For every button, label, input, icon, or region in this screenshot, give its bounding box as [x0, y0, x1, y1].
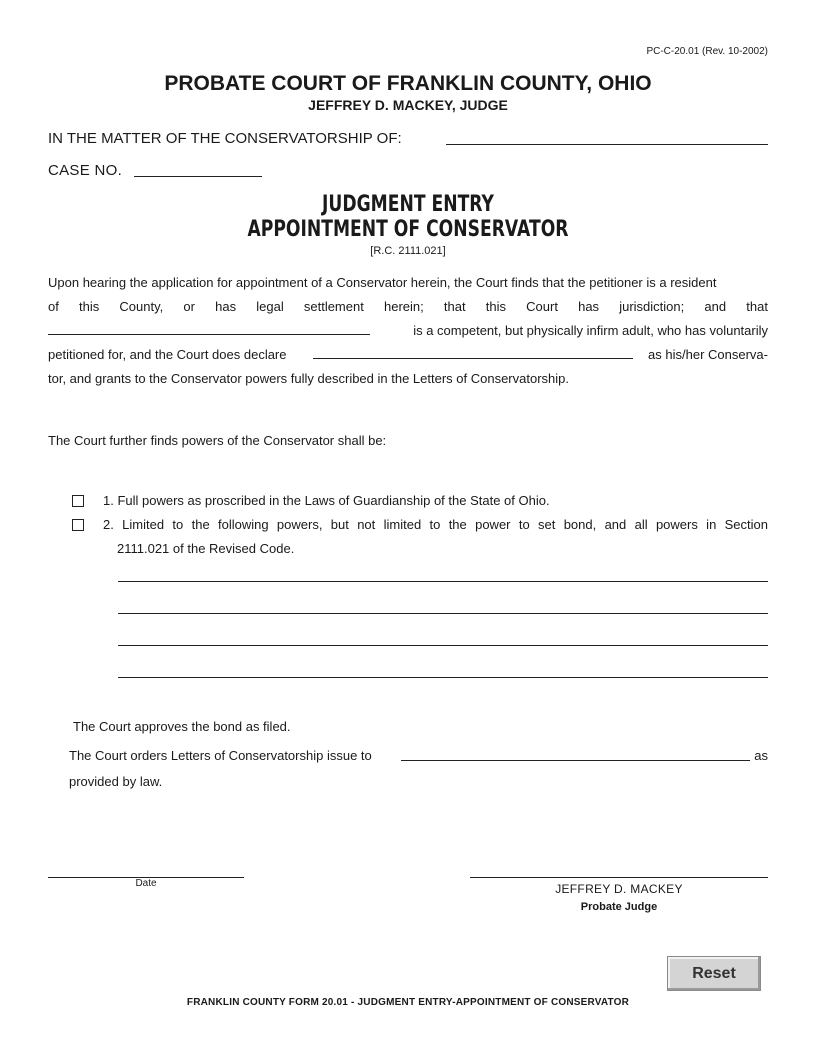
conservatee-name-field[interactable] [446, 144, 768, 145]
court-title: PROBATE COURT OF FRANKLIN COUNTY, OHIO [164, 72, 652, 95]
judge-title: Probate Judge [580, 901, 658, 913]
case-number-field[interactable] [134, 176, 262, 177]
findings-line5: tor, and grants to the Conservator powers fully described in the Letters of Conservatorship. [48, 371, 569, 386]
findings-word: has [215, 299, 237, 314]
document-title-line1: JUDGMENT ENTRY [322, 192, 494, 217]
document-title-line2: APPOINTMENT OF CONSERVATOR [247, 217, 569, 242]
full-powers-label: 1. Full powers as proscribed in the Laws of Guardianship of the State of Ohio. [103, 493, 550, 508]
letters-order-as: as [754, 748, 768, 763]
limited-powers-line[interactable] [118, 581, 768, 582]
findings-word: Court [526, 299, 558, 314]
reset-button[interactable]: Reset [667, 956, 761, 991]
findings-line1: Upon hearing the application for appointment of a Conservator herein, the Court finds that the petitioner is a resident [48, 275, 717, 290]
findings-word: this [485, 299, 506, 314]
findings-word: that [443, 299, 466, 314]
letters-order-cont: provided by law. [69, 774, 163, 789]
letters-order: The Court orders Letters of Conservatorship issue to [69, 748, 372, 763]
case-number-label: CASE NO. [48, 162, 123, 179]
limited-powers-label: 2. Limited to the following powers, but not limited to the power to set bond, and all powers in Section [103, 517, 768, 532]
findings-word: has [578, 299, 600, 314]
full-powers-checkbox[interactable] [72, 495, 84, 507]
letters-recipient-field[interactable] [401, 760, 750, 761]
limited-powers-line[interactable] [118, 645, 768, 646]
judge-signature-line [470, 877, 768, 878]
limited-powers-label-cont: 2111.021 of the Revised Code. [117, 541, 295, 556]
findings-line2 [48, 299, 768, 314]
findings-line3: is a competent, but physically infirm adult, who has voluntarily [413, 323, 768, 338]
findings-word: herein; [384, 299, 424, 314]
findings-word: or [183, 299, 195, 314]
judge-name: JEFFREY D. MACKEY [555, 882, 683, 896]
limited-powers-line[interactable] [118, 677, 768, 678]
conservator-name-field[interactable] [313, 358, 633, 359]
statute-reference: [R.C. 2111.021] [370, 245, 446, 257]
findings-word: this [79, 299, 100, 314]
footer-form-title: FRANKLIN COUNTY FORM 20.01 - JUDGMENT ENTRY-APPOINTMENT OF CONSERVATOR [186, 997, 630, 1008]
judge-line: JEFFREY D. MACKEY, JUDGE [308, 97, 508, 113]
findings-word: County, [119, 299, 164, 314]
findings-word: jurisdiction; [619, 299, 685, 314]
findings-line4b: as his/her Conserva- [648, 347, 768, 362]
findings-word: settlement [303, 299, 364, 314]
findings-word: that [746, 299, 768, 314]
limited-powers-line[interactable] [118, 613, 768, 614]
findings-word: and [704, 299, 727, 314]
date-label: Date [135, 878, 157, 889]
form-code: PC-C-20.01 (Rev. 10-2002) [646, 46, 768, 57]
adult-name-field[interactable] [48, 334, 370, 335]
bond-approval: The Court approves the bond as filed. [73, 719, 291, 734]
limited-powers-checkbox[interactable] [72, 519, 84, 531]
matter-label: IN THE MATTER OF THE CONSERVATORSHIP OF: [48, 130, 402, 147]
findings-word: of [48, 299, 59, 314]
powers-intro: The Court further finds powers of the Conservator shall be: [48, 433, 387, 448]
findings-line4a: petitioned for, and the Court does declare [48, 347, 287, 362]
findings-word: legal [256, 299, 284, 314]
